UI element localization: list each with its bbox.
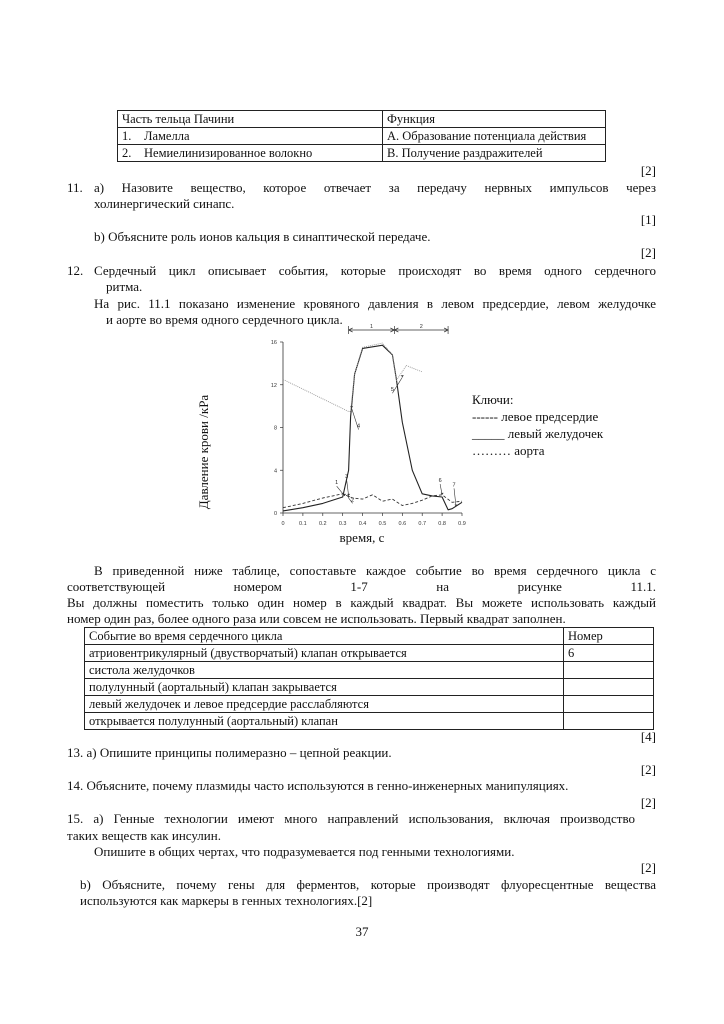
q12-instructions: соответствующей номером 1-7 на рисунке 11.1.: [67, 579, 656, 594]
score-mark: [2]: [640, 163, 656, 178]
table-header: Часть тельца Пачини: [118, 111, 383, 128]
table-cell: 2.: [118, 145, 141, 162]
point-label: 7: [452, 482, 456, 489]
q12-text: и аорте во время одного сердечного цикла.: [106, 312, 343, 327]
answer-box[interactable]: 6: [564, 645, 654, 662]
y-tick-label: 4: [273, 468, 277, 475]
q12-instructions: номер один раз, более одного раза или совсем не использовать. Первый квадрат заполнен.: [67, 611, 566, 626]
y-tick-label: 8: [273, 425, 277, 432]
table-header: Событие во время сердечного цикла: [85, 628, 564, 645]
q12-instructions: В приведенной ниже таблице, сопоставьте каждое событие во время сердечного цикла с: [94, 563, 656, 578]
table-cell: левый желудочек и левое предсердие расслабляются: [85, 696, 564, 713]
table-cell: В. Получение раздражителей: [382, 145, 605, 162]
y-tick-label: 12: [270, 382, 277, 389]
phase-label: 2: [419, 324, 423, 330]
x-axis-label: время, с: [339, 530, 385, 545]
q12-text: ритма.: [106, 279, 143, 294]
table-header: Функция: [382, 111, 605, 128]
y-axis-label: Давление крови /кPa: [196, 394, 211, 510]
q15-b-text: b) Объясните, почему гены для ферментов, которые производят флуоресцентные вещества: [80, 877, 656, 892]
q15-a-text: 15. a) Генные технологии имеют много направлений использования, включая производство: [67, 811, 635, 826]
legend-title: Ключи:: [472, 392, 514, 407]
score-mark: [2]: [640, 245, 656, 260]
series-solid-line: [283, 345, 462, 511]
legend-item: ------ левое предсердие: [472, 409, 599, 424]
table-cell: открывается полулунный (аортальный) клапан: [85, 713, 564, 730]
x-tick-label: 0.8: [438, 521, 446, 527]
x-tick-label: 0.5: [378, 521, 387, 527]
x-tick-label: 0.2: [318, 521, 327, 527]
score-mark: [4]: [640, 729, 656, 744]
table-cell: Немиелинизированное волокно: [140, 145, 382, 162]
x-tick-label: 0.6: [398, 521, 407, 527]
x-tick-label: 0.1: [299, 521, 307, 527]
score-mark: [1]: [640, 212, 656, 227]
x-tick-label: 0.3: [338, 521, 347, 527]
table-cell: 1.: [118, 128, 141, 145]
point-label: 2: [351, 497, 355, 504]
table-cell: полулунный (аортальный) клапан закрывается: [85, 679, 564, 696]
table-cell: Ламелла: [140, 128, 382, 145]
table-cell: систола желудочков: [85, 662, 564, 679]
score-mark: [2]: [640, 795, 656, 810]
question-number: 11.: [67, 180, 83, 195]
q11-b-text: b) Объясните роль ионов кальция в синаптической передаче.: [94, 229, 431, 244]
pacini-table: [117, 110, 606, 162]
q15-a-text: таких веществ как инсулин.: [67, 828, 221, 843]
answer-box[interactable]: [564, 679, 654, 696]
q12-text: Сердечный цикл описывает события, которые происходят во время одного сердечного: [94, 263, 656, 278]
events-table: [84, 627, 654, 730]
series-dashed-line: [283, 494, 462, 508]
x-tick-label: 0.9: [458, 521, 466, 527]
x-tick-label: 0.4: [358, 521, 367, 527]
table-cell: А. Образование потенциала действия: [382, 128, 605, 145]
answer-box[interactable]: [564, 713, 654, 730]
legend-item: _____ левый желудочек: [472, 426, 604, 441]
q12-text: На рис. 11.1 показано изменение кровяного давления в левом предсердие, левом желудочке: [94, 296, 656, 311]
x-tick-label: 0.7: [418, 521, 427, 527]
question-number: 12.: [67, 263, 84, 278]
pointer-head: [401, 375, 404, 377]
point-label: 1: [335, 480, 339, 487]
pointer-line: [454, 488, 456, 506]
phase-label: 1: [369, 324, 374, 330]
q15-a-text: Опишите в общих чертах, что подразумевается под генными технологиями.: [94, 844, 515, 859]
q15-b-text: используются как маркеры в генных технологиях.[2]: [80, 893, 373, 908]
q14-text: 14. Объясните, почему плазмиды часто используются в генно-инженерных манипуляциях.: [67, 778, 569, 793]
page-number: 37: [355, 924, 369, 939]
q13-text: 13. а) Опишите принципы полимеразно – цепной реакции.: [67, 745, 392, 760]
y-tick-label: 16: [270, 340, 277, 346]
answer-box[interactable]: [564, 696, 654, 713]
answer-box[interactable]: [564, 662, 654, 679]
pointer-head: [347, 496, 350, 498]
q11-a-text: a) Назовите вещество, которое отвечает за передачу нервных импульсов через: [94, 180, 656, 195]
point-label: 3: [345, 473, 349, 480]
score-mark: [2]: [640, 762, 656, 777]
q11-a-text: холинергический синапс.: [94, 196, 235, 211]
pointer-line: [347, 480, 349, 496]
blood-pressure-chart: [180, 322, 480, 557]
table-header: Номер: [564, 628, 654, 645]
score-mark: [2]: [640, 860, 656, 875]
chart-legend: [472, 391, 603, 459]
point-label: 6: [438, 478, 442, 485]
point-label: 5: [390, 387, 394, 394]
point-label: 4: [357, 423, 361, 430]
legend-item: ……… аорта: [472, 443, 545, 458]
x-tick-label: 0: [281, 521, 285, 527]
table-cell: атриовентрикулярный (двустворчатый) клапан открывается: [85, 645, 564, 662]
q12-instructions: Вы должны поместить только один номер в каждый квадрат. Вы можете использовать каждый: [67, 595, 656, 610]
y-tick-label: 0: [273, 511, 277, 517]
